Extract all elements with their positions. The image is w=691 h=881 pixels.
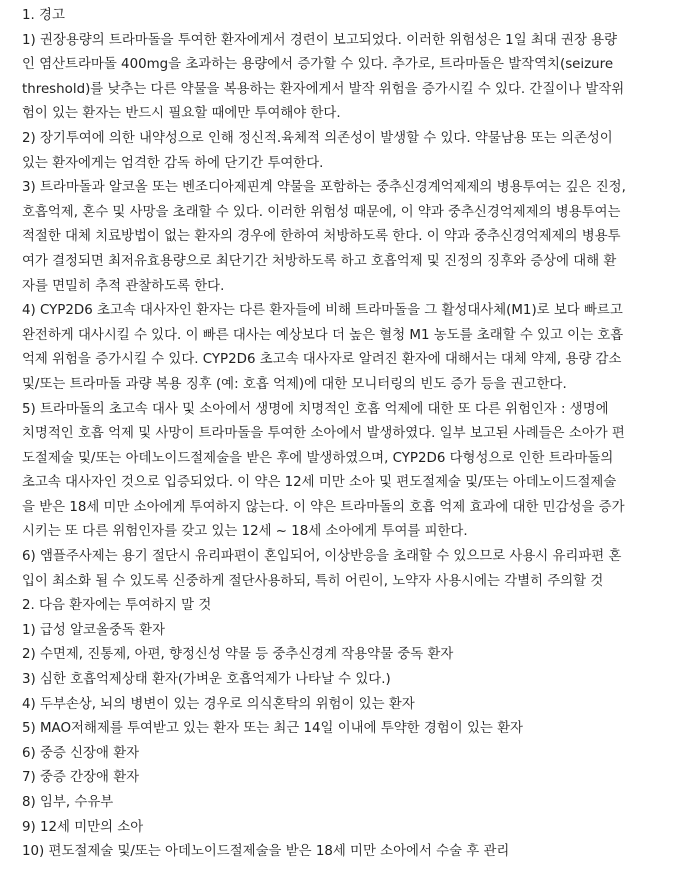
- text-line: 5) MAO저해제를 투여받고 있는 환자 또는 최근 14일 이내에 투약한 경험이 있는 환자: [22, 721, 523, 737]
- text-line: 2) 장기투여에 의한 내약성으로 인해 정신적.육체적 의존성이 발생할 수 있다. 약물남용 또는 의존성이: [22, 130, 613, 146]
- text-line: 을 받은 18세 미만 소아에게 투여하지 않는다. 이 약은 트라마돌의 호흡 억제 효과에 대한 민감성을 증가: [22, 499, 625, 515]
- text-line: 4) CYP2D6 초고속 대사자인 환자는 다른 환자들에 비해 트라마돌을 그 활성대사체(M1)로 보다 빠르고: [22, 303, 623, 319]
- text-line: 호흡억제, 혼수 및 사망을 초래할 수 있다. 이러한 위험성 때문에, 이 약과 중추신경억제제의 병용투여는: [22, 204, 621, 220]
- text-line: 9) 12세 미만의 소아: [22, 819, 144, 835]
- text-line: 2. 다음 환자에는 투여하지 말 것: [22, 598, 212, 614]
- text-line: 초고속 대사자인 것으로 입증되었다. 이 약은 12세 미만 소아 및 편도절제술 및/또는 아데노이드절제술: [22, 475, 617, 491]
- text-line: 억제 위험을 증가시킬 수 있다. CYP2D6 초고속 대사자로 알려진 환자에 대해서는 대체 약제, 용량 감소: [22, 352, 622, 368]
- text-line: 인 염산트라마돌 400mg을 초과하는 용량에서 증가할 수 있다. 추가로, 트라마돌은 발작역치(seizure: [22, 57, 614, 73]
- text-line: 10) 편도절제술 및/또는 아데노이드절제술을 받은 18세 미만 소아에서 수술 후 관리: [22, 844, 510, 860]
- text-line: 6) 앰플주사제는 용기 절단시 유리파편이 혼입되어, 이상반응을 초래할 수 있으므로 사용시 유리파편 혼: [22, 549, 622, 565]
- text-line: 자를 면밀히 추적 관찰하도록 한다.: [22, 278, 225, 294]
- text-line: 1) 권장용량의 트라마돌을 투여한 환자에게서 경련이 보고되었다. 이러한 위험성은 1일 최대 권장 용량: [22, 32, 618, 48]
- text-line: 7) 중증 간장애 환자: [22, 770, 140, 786]
- text-line: 입이 최소화 될 수 있도록 신중하게 절단사용하되, 특히 어린이, 노약자 사용시에는 각별히 주의할 것: [22, 573, 604, 589]
- text-line: 적절한 대체 치료방법이 없는 환자의 경우에 한하여 처방하도록 한다. 이 약과 중추신경억제제의 병용투: [22, 229, 621, 245]
- text-line: 4) 두부손상, 뇌의 병변이 있는 경우로 의식혼탁의 위험이 있는 환자: [22, 696, 415, 712]
- text-line: 여가 결정되면 최저유효용량으로 최단기간 처방하도록 하고 호흡억제 및 진정의 징후와 증상에 대해 환: [22, 253, 617, 269]
- text-line: 완전하게 대사시킬 수 있다. 이 빠른 대사는 예상보다 더 높은 혈청 M1 농도를 초래할 수 있고 이는 호흡: [22, 327, 624, 343]
- text-line: 시키는 또 다른 위험인자를 갖고 있는 12세 ~ 18세 소아에게 투여를 피한다.: [22, 524, 468, 540]
- text-line: 8) 임부, 수유부: [22, 795, 114, 810]
- text-line: 치명적인 호흡 억제 및 사망이 트라마돌을 투여한 소아에서 발생하였다. 일부 보고된 사례들은 소아가 편: [22, 426, 625, 442]
- text-line: 2) 수면제, 진통제, 아편, 향정신성 약물 등 중추신경계 작용약물 중독 환자: [22, 647, 454, 663]
- text-line: 험이 있는 환자는 반드시 필요할 때에만 투여해야 한다.: [22, 106, 341, 122]
- text-line: 1. 경고: [22, 8, 65, 23]
- text-line: 및/또는 트라마돌 과량 복용 징후 (예: 호흡 억제)에 대한 모니터링의 빈도 증가 등을 권고한다.: [22, 376, 567, 392]
- text-line: 3) 심한 호흡억제상태 환자(가벼운 호흡억제가 나타날 수 있다.): [22, 672, 391, 688]
- text-line: 3) 트라마돌과 알코올 또는 벤조디아제핀계 약물을 포함하는 중추신경계억제제의 병용투여는 깊은 진정,: [22, 180, 626, 196]
- text-line: 있는 환자에게는 엄격한 감독 하에 단기간 투여한다.: [22, 155, 324, 171]
- text-line: 도절제술 및/또는 아데노이드절제술을 받은 후에 발생하였으며, CYP2D6 다형성으로 인한 트라마돌의: [22, 450, 614, 466]
- text-line: 1) 급성 알코올중독 환자: [22, 622, 165, 638]
- text-line: 6) 중증 신장애 환자: [22, 745, 140, 761]
- text-line: threshold)를 낮추는 다른 약물을 복용하는 환자에게서 발작 위험을 증가시킬 수 있다. 간질이나 발작위: [22, 81, 625, 97]
- text-line: 5) 트라마돌의 초고속 대사 및 소아에서 생명에 치명적인 호흡 억제에 대한 또 다른 위험인자 : 생명에: [22, 401, 609, 417]
